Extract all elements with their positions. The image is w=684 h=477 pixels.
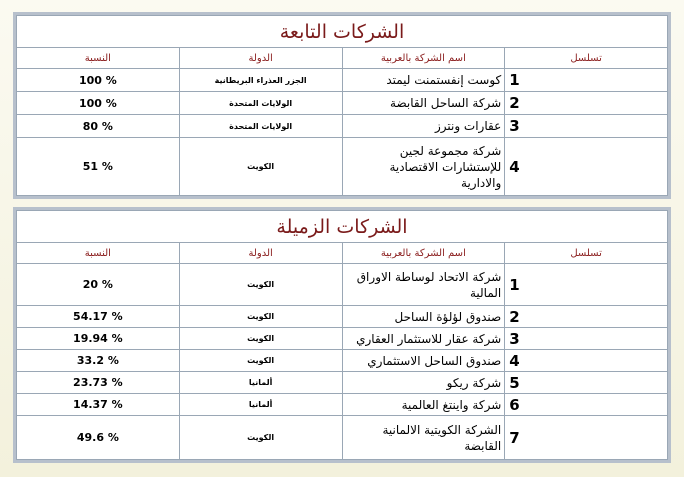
country-cell: الكويت (179, 416, 342, 460)
serial-cell: 3 (505, 115, 668, 138)
table-row (17, 264, 668, 306)
table-row (17, 350, 668, 372)
percent-cell: % 20 (17, 264, 180, 306)
country-cell: ألمانيا (179, 372, 342, 394)
percent-cell: % 80 (17, 115, 180, 138)
serial-cell: 2 (505, 92, 668, 115)
serial-cell: 4 (505, 138, 668, 196)
table-row (17, 372, 668, 394)
serial-cell: 1 (505, 69, 668, 92)
country-cell: الولايات المتحدة (179, 92, 342, 115)
name-cell: شركة الساحل القابضة (342, 92, 505, 115)
table-row (17, 115, 668, 138)
percent-cell: % 100 (17, 69, 180, 92)
subsidiaries-table (16, 15, 668, 196)
name-cell: شركة عقار للاستثمار العقاري (342, 328, 505, 350)
name-cell: عقارات ونترز (342, 115, 505, 138)
percent-cell: % 100 (17, 92, 180, 115)
header-percent: النسبة (17, 243, 180, 264)
table-row (17, 328, 668, 350)
header-serial: تسلسل (505, 48, 668, 69)
header-percent: النسبة (17, 48, 180, 69)
country-cell: الجزر العذراء البريطانية (179, 69, 342, 92)
header-name: اسم الشركة بالعربية (342, 243, 505, 264)
subsidiaries-title: الشركات التابعة (17, 16, 668, 48)
table-row (17, 416, 668, 460)
serial-cell: 7 (505, 416, 668, 460)
name-cell: شركة الاتحاد لوساطة الاوراق المالية (342, 264, 505, 306)
name-cell: صندوق لؤلؤة الساحل (342, 306, 505, 328)
serial-cell: 5 (505, 372, 668, 394)
percent-cell: % 33.2 (17, 350, 180, 372)
header-serial: تسلسل (505, 243, 668, 264)
country-cell: الكويت (179, 328, 342, 350)
table-row (17, 92, 668, 115)
header-name: اسم الشركة بالعربية (342, 48, 505, 69)
subsidiaries-table-block (13, 12, 671, 199)
name-cell: شركة واينتغ العالمية (342, 394, 505, 416)
country-cell: الكويت (179, 138, 342, 196)
associates-table-block (13, 207, 671, 463)
percent-cell: % 23.73 (17, 372, 180, 394)
serial-cell: 1 (505, 264, 668, 306)
name-cell: الشركة الكويتية الالمانية القابضة (342, 416, 505, 460)
associates-table (16, 210, 668, 460)
percent-cell: % 19.94 (17, 328, 180, 350)
country-cell: الكويت (179, 350, 342, 372)
header-country: الدولة (179, 48, 342, 69)
serial-cell: 2 (505, 306, 668, 328)
associates-title: الشركات الزميلة (17, 211, 668, 243)
country-cell: الكويت (179, 264, 342, 306)
percent-cell: % 14.37 (17, 394, 180, 416)
country-cell: الولايات المتحدة (179, 115, 342, 138)
table-row (17, 306, 668, 328)
name-cell: صندوق الساحل الاستثماري (342, 350, 505, 372)
name-cell: شركة مجموعة لجين للإستشارات الاقتصادية والادارية (342, 138, 505, 196)
serial-cell: 3 (505, 328, 668, 350)
serial-cell: 4 (505, 350, 668, 372)
country-cell: ألمانيا (179, 394, 342, 416)
table-row (17, 394, 668, 416)
name-cell: كوست إنفستمنت ليمتد (342, 69, 505, 92)
table-row (17, 138, 668, 196)
header-country: الدولة (179, 243, 342, 264)
serial-cell: 6 (505, 394, 668, 416)
country-cell: الكويت (179, 306, 342, 328)
percent-cell: % 51 (17, 138, 180, 196)
table-row (17, 69, 668, 92)
percent-cell: % 49.6 (17, 416, 180, 460)
name-cell: شركة ريكو (342, 372, 505, 394)
percent-cell: % 54.17 (17, 306, 180, 328)
